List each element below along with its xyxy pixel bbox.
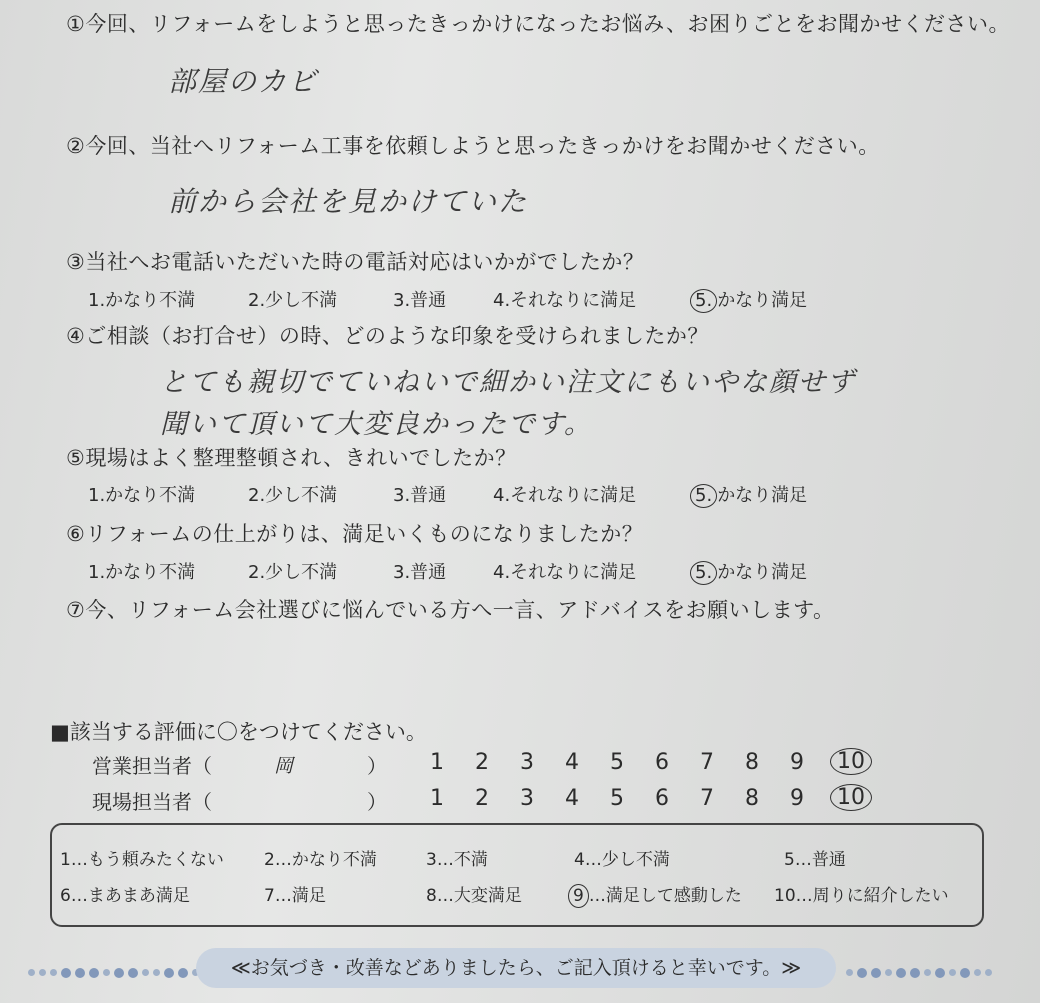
option-3[interactable]: 3.普通 [393,485,447,506]
question-5: ⑤現場はよく整理整頓され、きれいでしたか？ [66,446,517,470]
rating-row-sales [92,750,892,778]
paren-close: ） [367,754,387,778]
selected-circle: 5. [690,561,717,585]
option-1[interactable]: 1.かなり不満 [88,562,196,583]
legend-9: 9 …満足して感動した [568,881,742,908]
option-1[interactable]: 1.かなり不満 [88,485,196,506]
question-3: ③当社へお電話いただいた時の電話対応はいかがでしたか？ [66,250,645,274]
score-10-selected[interactable]: 10 [830,784,872,811]
score-5[interactable]: 5 [610,750,624,775]
legend-2: 2…かなり不満 [264,850,377,870]
legend-10: 10…周りに紹介したい [774,886,949,906]
option-4[interactable]: 4.それなりに満足 [493,562,637,583]
score-6[interactable]: 6 [655,786,669,811]
option-5-selected[interactable]: 5. かなり満足 [690,558,807,585]
score-10-selected[interactable]: 10 [830,748,872,775]
answer-1-handwritten: 部屋のカビ [168,65,319,98]
option-5-selected[interactable]: 5. かなり満足 [690,286,807,313]
legend-7: 7…満足 [264,886,326,906]
score-7[interactable]: 7 [700,786,714,811]
score-8[interactable]: 8 [745,786,759,811]
option-2[interactable]: 2.少し不満 [248,562,338,583]
question-1: ①今回、リフォームをしようと思ったきっかけになったお悩み、お困りごとをお聞かせください。 [66,12,1011,36]
answer-4-line-2: 聞いて頂いて大変良かったです。 [160,409,593,440]
score-9[interactable]: 9 [790,750,804,775]
selected-circle: 5. [690,484,717,508]
option-5-selected[interactable]: 5. かなり満足 [690,481,807,508]
question-7: ⑦今、リフォーム会社選びに悩んでいる方へ一言、アドバイスをお願いします。 [66,598,835,622]
score-2[interactable]: 2 [475,786,489,811]
score-1[interactable]: 1 [430,750,444,775]
score-4[interactable]: 4 [565,786,579,811]
legend-3: 3…不満 [426,850,488,870]
sales-staff-label: 営業担当者（ [92,754,212,778]
decorative-dots-left [28,962,203,976]
decorative-dots-right [846,962,996,976]
score-6[interactable]: 6 [655,750,669,775]
option-2[interactable]: 2.少し不満 [248,290,338,311]
legend-4: 4…少し不満 [574,850,670,870]
score-7[interactable]: 7 [700,750,714,775]
score-4[interactable]: 4 [565,750,579,775]
score-5[interactable]: 5 [610,786,624,811]
option-4[interactable]: 4.それなりに満足 [493,485,637,506]
legend-9-circle: 9 [568,884,589,908]
score-2[interactable]: 2 [475,750,489,775]
legend-5: 5…普通 [784,850,846,870]
rating-legend-box [50,823,984,927]
sales-staff-name-handwritten: 岡 [274,755,294,777]
comment-request-banner: ≪お気づき・改善などありましたら、ご記入頂けると幸いです。≫ [196,948,836,988]
score-8[interactable]: 8 [745,750,759,775]
rating-row-site [92,786,892,814]
legend-6: 6…まあまあ満足 [60,886,190,906]
question-6: ⑥リフォームの仕上がりは、満足いくものになりましたか？ [66,522,644,546]
score-3[interactable]: 3 [520,786,534,811]
score-9[interactable]: 9 [790,786,804,811]
option-4[interactable]: 4.それなりに満足 [493,290,637,311]
rating-section-title: ■該当する評価に〇をつけてください。 [50,720,427,744]
paren-close: ） [367,790,387,814]
legend-1: 1…もう頼みたくない [60,850,224,870]
selected-circle: 5. [690,289,717,313]
option-3[interactable]: 3.普通 [393,562,447,583]
question-2: ②今回、当社へリフォーム工事を依頼しようと思ったきっかけをお聞かせください。 [66,134,880,158]
score-3[interactable]: 3 [520,750,534,775]
option-2[interactable]: 2.少し不満 [248,485,338,506]
site-staff-label: 現場担当者（ [92,790,212,814]
question-4: ④ご相談（お打合せ）の時、どのような印象を受けられましたか？ [66,324,709,348]
answer-4-line-1: とても親切でていねいで細かい注文にもいやな顔せず [160,367,856,398]
legend-8: 8…大変満足 [426,886,522,906]
answer-2-handwritten: 前から会社を見かけていた [168,185,529,218]
option-3[interactable]: 3.普通 [393,290,447,311]
score-1[interactable]: 1 [430,786,444,811]
option-1[interactable]: 1.かなり不満 [88,290,196,311]
